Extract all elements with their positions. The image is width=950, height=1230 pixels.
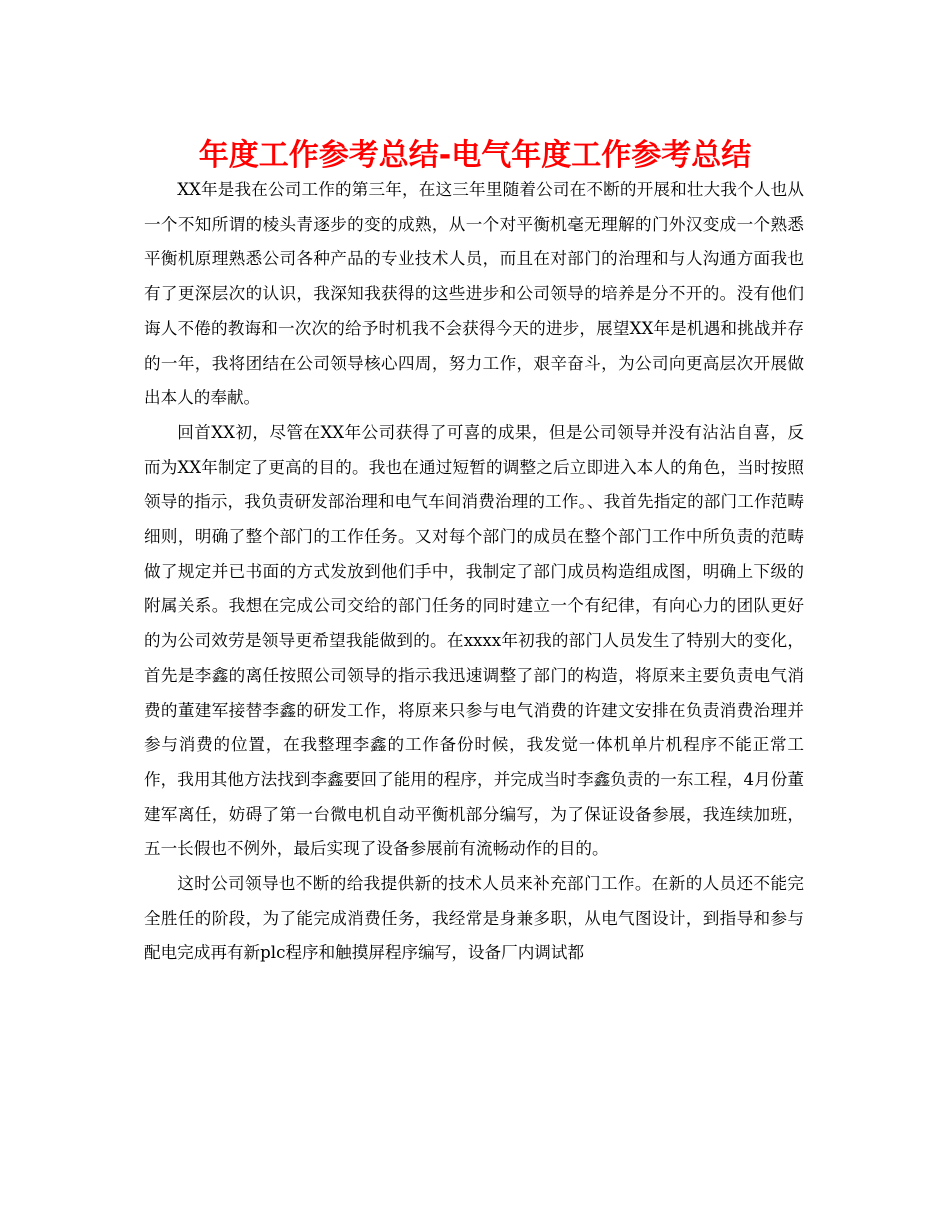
paragraph-1: XX年是我在公司工作的第三年，在这三年里随着公司在不断的开展和壮大我个人也从一个不知所谓的棱头青逐步的变的成熟，从一个对平衡机毫无理解的门外汉变成一个熟悉平衡机原理熟悉公司各种产品的专业技术人员，而且在对部门的治理和与人沟通方面我也有了更深层次的认识，我深知我获得的这些进步和公司领导的培养是分不开的。没有他们诲人不倦的教诲和一次次的给予时机我不会获得今天的进步，展望XX年是机遇和挑战并存的一年，我将团结在公司领导核心四周，努力工作，艰辛奋斗，为公司向更高层次开展做出本人的奉献。 [144, 180, 804, 408]
document-body [144, 173, 804, 971]
document-title: 年度工作参考总结-电气年度工作参考总结 [198, 138, 752, 173]
paragraph-3: 这时公司领导也不断的给我提供新的技术人员来补充部门工作。在新的人员还不能完全胜任的阶段，为了能完成消费任务，我经常是身兼多职，从电气图设计，到指导和参与配电完成再有新plc程序和触摸屏程序编写，设备厂内调试都 [144, 874, 804, 963]
paragraph-2: 回首XX初，尽管在XX年公司获得了可喜的成果，但是公司领导并没有沾沾自喜，反而为XX年制定了更高的目的。我也在通过短暂的调整之后立即进入本人的角色，当时按照领导的指示，我负责研发部治理和电气车间消费治理的工作。、我首先指定的部门工作范畴细则，明确了整个部门的工作任务。又对每个部门的成员在整个部门工作中所负责的范畴做了规定并已书面的方式发放到他们手中，我制定了部门成员构造组成图，明确上下级的附属关系。我想在完成公司交给的部门任务的同时建立一个有纪律，有向心力的团队更好的为公司效劳是领导更希望我能做到的。在xxxx年初我的部门人员发生了特别大的变化，首先是李鑫的离任按照公司领导的指示我迅速调整了部门的构造，将原来主要负责电气消费的董建军接替李鑫的研发工作，将原来只参与电气消费的许建文安排在负责消费治理并参与消费的位置，在我整理李鑫的工作备份时候，我发觉一体机单片机程序不能正常工作，我用其他方法找到李鑫要回了能用的程序，并完成当时李鑫负责的一东工程，4月份董建军离任，妨碍了第一台微电机自动平衡机部分编写，为了保证设备参展，我连续加班，五一长假也不例外，最后实现了设备参展前有流畅动作的目的。 [144, 422, 804, 859]
